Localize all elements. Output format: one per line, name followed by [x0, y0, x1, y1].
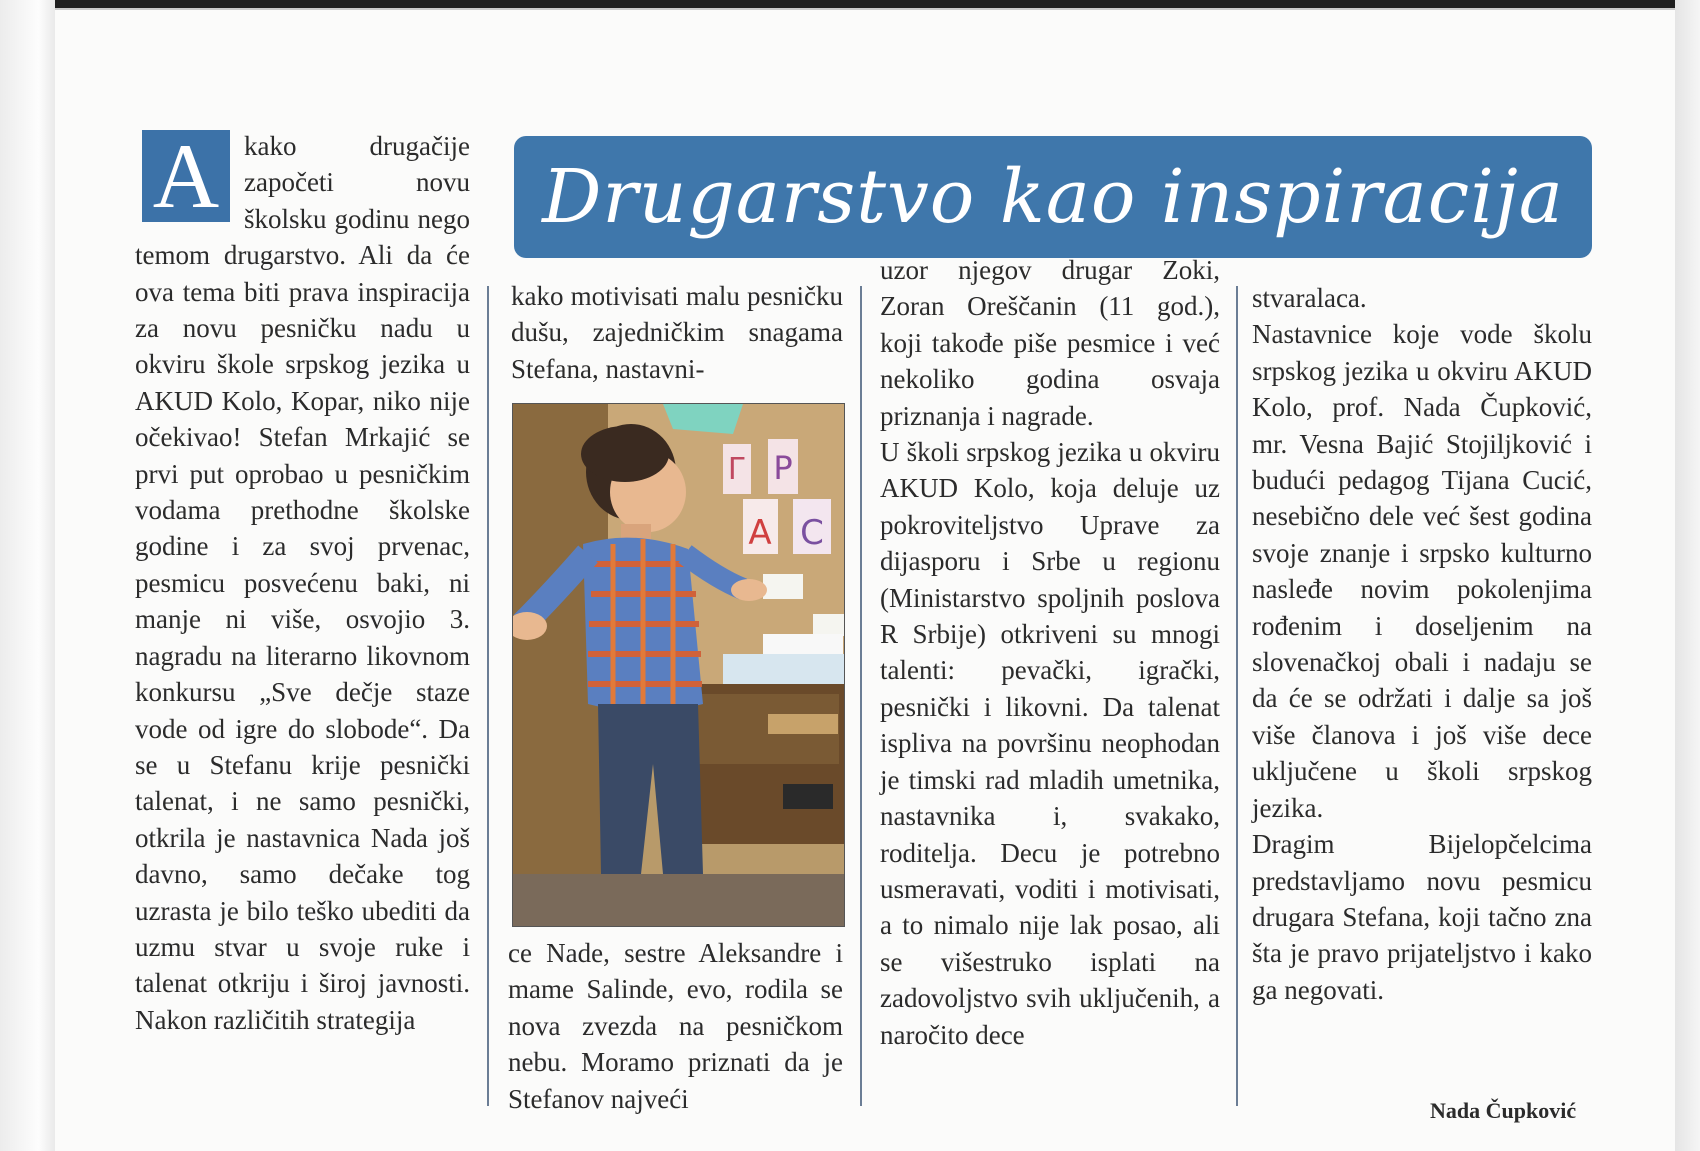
column-divider [860, 286, 862, 1106]
article-title-banner [514, 136, 1592, 258]
board-letter: Г [727, 452, 747, 487]
column-divider [1236, 286, 1238, 1106]
article-photo [512, 403, 845, 927]
column-1-text: kako drugačije započeti novu školsku godinu nego temom drugarstvo. Ali da će ova tema biti prava inspiracija za novu pesničku nadu u okviru škole srpskog jezika u AKUD Kolo, Kopar, niko nije očekivao! Stefan Mrkajić se prvi put oprobao u pesničkim vodama prethodne školske godine i za svoj prvenac, pesmicu posvećenu baki, ni manje ni više, osvojio 3. nagradu na literarno likovnom konkursu „Sve dečje staze vode od igre do slobode“. Da se u Stefanu krije pesnički talenat, i ne samo pesnički, otkrila je nastavnica Nada još davno, samo dečake tog uzrasta je bilo teško ubediti da uzmu stvar u svoje ruke i talenat otkriju i široj javnosti. Nakon različitih strategija [135, 131, 470, 1035]
column-1 [135, 125, 470, 1038]
board-letter: С [800, 513, 824, 553]
board-letter: А [748, 513, 772, 553]
column-4 [1252, 280, 1592, 1008]
column-2-bottom-text: ce Nade, sestre Aleksandre i mame Salinde, evo, rodila se nova zvezda na pesničkom nebu. Moramo priznati da je Stefanov najveći [508, 938, 843, 1114]
column-3-text: uzor njegov drugar Zoki, Zoran Oreščanin (11 god.), koji takođe piše pesmice i već nekoliko godina osvaja priznanja i nagrade. [880, 255, 1220, 431]
author-signature: Nada Čupković [1430, 1098, 1577, 1123]
column-divider [487, 286, 489, 1106]
board-letter: Р [773, 449, 793, 487]
column-2-top-text: kako motivisati malu pesničku dušu, zajedničkim snagama Stefana, nastavni- [511, 281, 843, 384]
article-title: Drugarstvo kao inspiracija [542, 154, 1564, 240]
column-3-text-2: U školi srpskog jezika u okviru AKUD Kolo, koja deluje uz pokroviteljstvo Uprave za dijasporu i Srbe u regionu (Ministarstvo spoljnih poslova R Srbije) otkriveni su mnogi talenti: pevački, igrački, pesnički i likovni. Da talenat ispliva na površinu neophodan je timski rad mladih umetnika, nastavnika i, svakako, roditelja. Decu je potrebno usmeravati, voditi i motivisati, a to nimalo nije lak posao, ali se višestruko isplati na zadovoljstvo svih uključenih, a naročito dece [880, 437, 1220, 1050]
column-4-text-3: Dragim Bijelopčelcima predstavljamo novu pesmicu drugara Stefana, koji tačno zna šta je pravo prijateljstvo i kako ga negovati. [1252, 829, 1592, 1005]
column-2-bottom [508, 935, 843, 1117]
column-3 [880, 252, 1220, 1053]
column-4-text: stvaralaca. [1252, 283, 1367, 313]
drop-cap: A [142, 130, 230, 222]
page-right-edge [1675, 0, 1700, 1151]
page-left-edge [0, 0, 55, 1151]
column-2-top [511, 278, 843, 387]
column-4-text-2: Nastavnice koje vode školu srpskog jezika u okviru AKUD Kolo, prof. Nada Čupković, mr. Vesna Bajić Stojiljković i budući pedagog Tijana Cucić, nesebično dele već šest godina svoje znanje i srpsko kulturno nasleđe novim pokolenjima rođenim i doseljenim na slovenačkoj obali i nadaju se da će se održati i dalje sa još više članova i još više dece uključene u školi srpskog jezika. [1252, 319, 1592, 823]
boy-reciting-illustration [513, 404, 844, 926]
